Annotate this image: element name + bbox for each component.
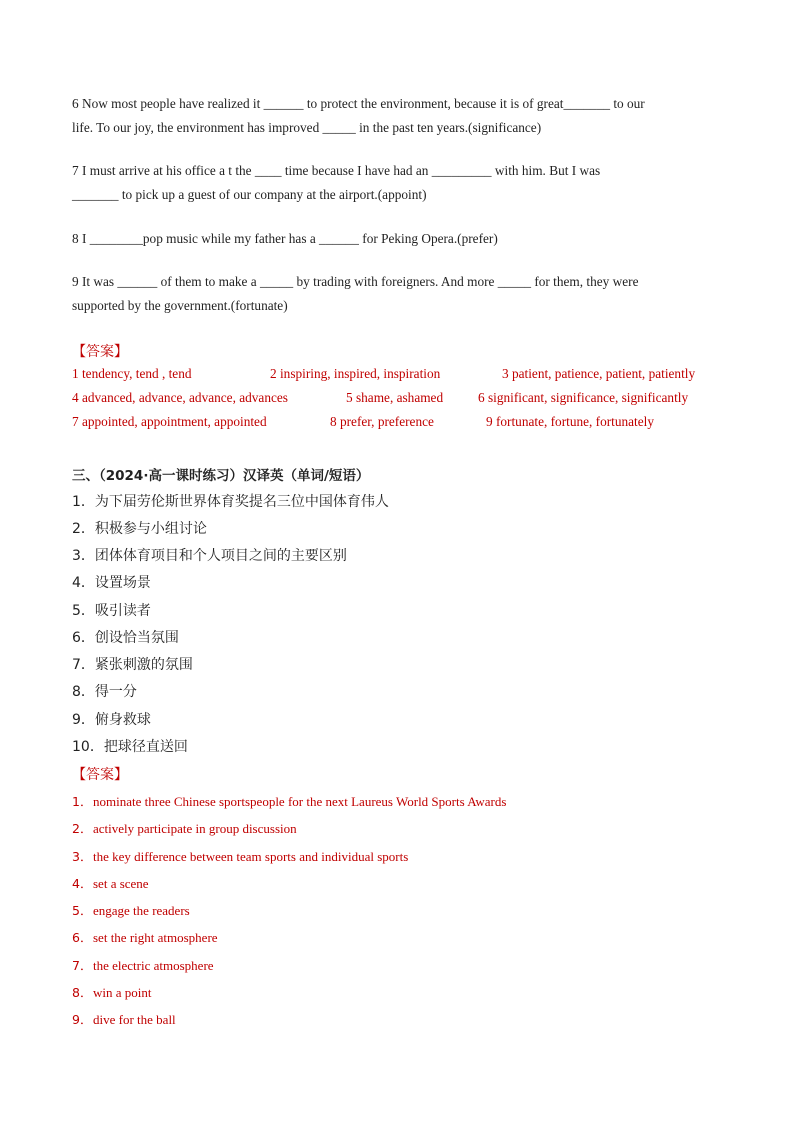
item-number: 7． (72, 657, 95, 673)
item-number: 3． (72, 849, 93, 864)
question-8 (72, 227, 727, 251)
answer-item: 8 prefer, preference (330, 414, 434, 429)
answer-item (72, 819, 297, 837)
item-number: 1． (72, 794, 93, 809)
list-item (72, 709, 151, 729)
item-number: 5． (72, 903, 93, 918)
answer-item (72, 956, 214, 974)
item-text: dive for the ball (93, 1012, 176, 1027)
item-number: 8． (72, 684, 95, 700)
item-text: nominate three Chinese sportspeople for the next Laureus World Sports Awards (93, 794, 507, 809)
item-number: 6． (72, 930, 93, 945)
item-number: 10． (72, 739, 104, 755)
question-line: 6 Now most people have realized it ______ to protect the environment, because it is of great_______ to our (72, 96, 645, 111)
item-text: the key difference between team sports and individual sports (93, 849, 409, 864)
item-text: set a scene (93, 876, 149, 891)
list-item (72, 681, 137, 701)
item-number: 4． (72, 876, 93, 891)
list-item (72, 736, 188, 756)
answer-item: 6 significant, significance, significantly (478, 390, 689, 405)
answer-item: 2 inspiring, inspired, inspiration (270, 366, 441, 381)
answer-row (72, 366, 752, 390)
answer-item: 5 shame, ashamed (346, 390, 444, 405)
item-number: 1． (72, 494, 95, 510)
item-number: 9． (72, 712, 95, 728)
item-number: 4． (72, 575, 95, 591)
item-number: 6． (72, 630, 95, 646)
item-text: 积极参与小组讨论 (94, 521, 207, 537)
list-item (72, 627, 179, 647)
answer-item (72, 983, 152, 1001)
question-9 (72, 270, 727, 318)
item-text: 团体体育项目和个人项目之间的主要区别 (94, 548, 347, 564)
item-number: 2． (72, 521, 95, 537)
item-text: engage the readers (93, 903, 190, 918)
list-item (72, 654, 193, 674)
item-text: 设置场景 (94, 575, 151, 591)
item-number: 7． (72, 958, 93, 973)
answer-item (72, 928, 218, 946)
answer-item (72, 847, 408, 865)
item-text: 吸引读者 (94, 603, 151, 619)
item-text: the electric atmosphere (93, 958, 214, 973)
answer-row (72, 414, 752, 438)
item-number: 5． (72, 603, 95, 619)
item-text: 把球径直送回 (103, 739, 188, 755)
answer-item: 9 fortunate, fortune, fortunately (486, 414, 654, 429)
item-text: 创设恰当氛围 (94, 630, 179, 646)
question-6 (72, 92, 727, 140)
item-text: actively participate in group discussion (93, 821, 297, 836)
item-text: 俯身救球 (94, 712, 151, 728)
answer-label: 【答案】 (72, 344, 128, 360)
question-line: _______ to pick up a guest of our company at the airport.(appoint) (72, 187, 427, 202)
answer-item: 3 patient, patience, patient, patiently (502, 366, 696, 381)
answer-label: 【答案】 (72, 767, 128, 783)
list-item (72, 600, 151, 620)
item-number: 8． (72, 985, 93, 1000)
list-item (72, 572, 151, 592)
answer-item: 4 advanced, advance, advance, advances (72, 390, 288, 405)
item-text: 紧张刺激的氛围 (94, 657, 193, 673)
question-line: supported by the government.(fortunate) (72, 298, 288, 313)
answer-row (72, 390, 752, 414)
answer-item: 7 appointed, appointment, appointed (72, 414, 267, 429)
list-item (72, 518, 207, 538)
answer-item (72, 874, 149, 892)
item-number: 3． (72, 548, 95, 564)
answer-item (72, 1010, 176, 1028)
item-text: 得一分 (94, 684, 137, 700)
section-title: 三、（2024·高一课时练习）汉译英（单词/短语） (72, 468, 370, 484)
list-item (72, 545, 347, 565)
question-line: 9 It was ______ of them to make a _____ by trading with foreigners. And more _____ for them, they were (72, 274, 639, 289)
answer-item (72, 792, 506, 810)
item-text: win a point (93, 985, 152, 1000)
item-text: 为下届劳伦斯世界体育奖提名三位中国体育伟人 (94, 494, 389, 510)
answer-item (72, 901, 190, 919)
item-number: 2． (72, 821, 93, 836)
item-number: 9． (72, 1012, 93, 1027)
question-line: 7 I must arrive at his office a t the ____ time because I have had an _________ with him. But I was (72, 163, 601, 178)
answer-item: 1 tendency, tend , tend (72, 366, 192, 381)
question-line: life. To our joy, the environment has improved _____ in the past ten years.(significance) (72, 120, 542, 135)
question-line: 8 I ________pop music while my father has a ______ for Peking Opera.(prefer) (72, 231, 498, 246)
question-7 (72, 159, 727, 207)
item-text: set the right atmosphere (93, 930, 218, 945)
list-item (72, 491, 389, 511)
